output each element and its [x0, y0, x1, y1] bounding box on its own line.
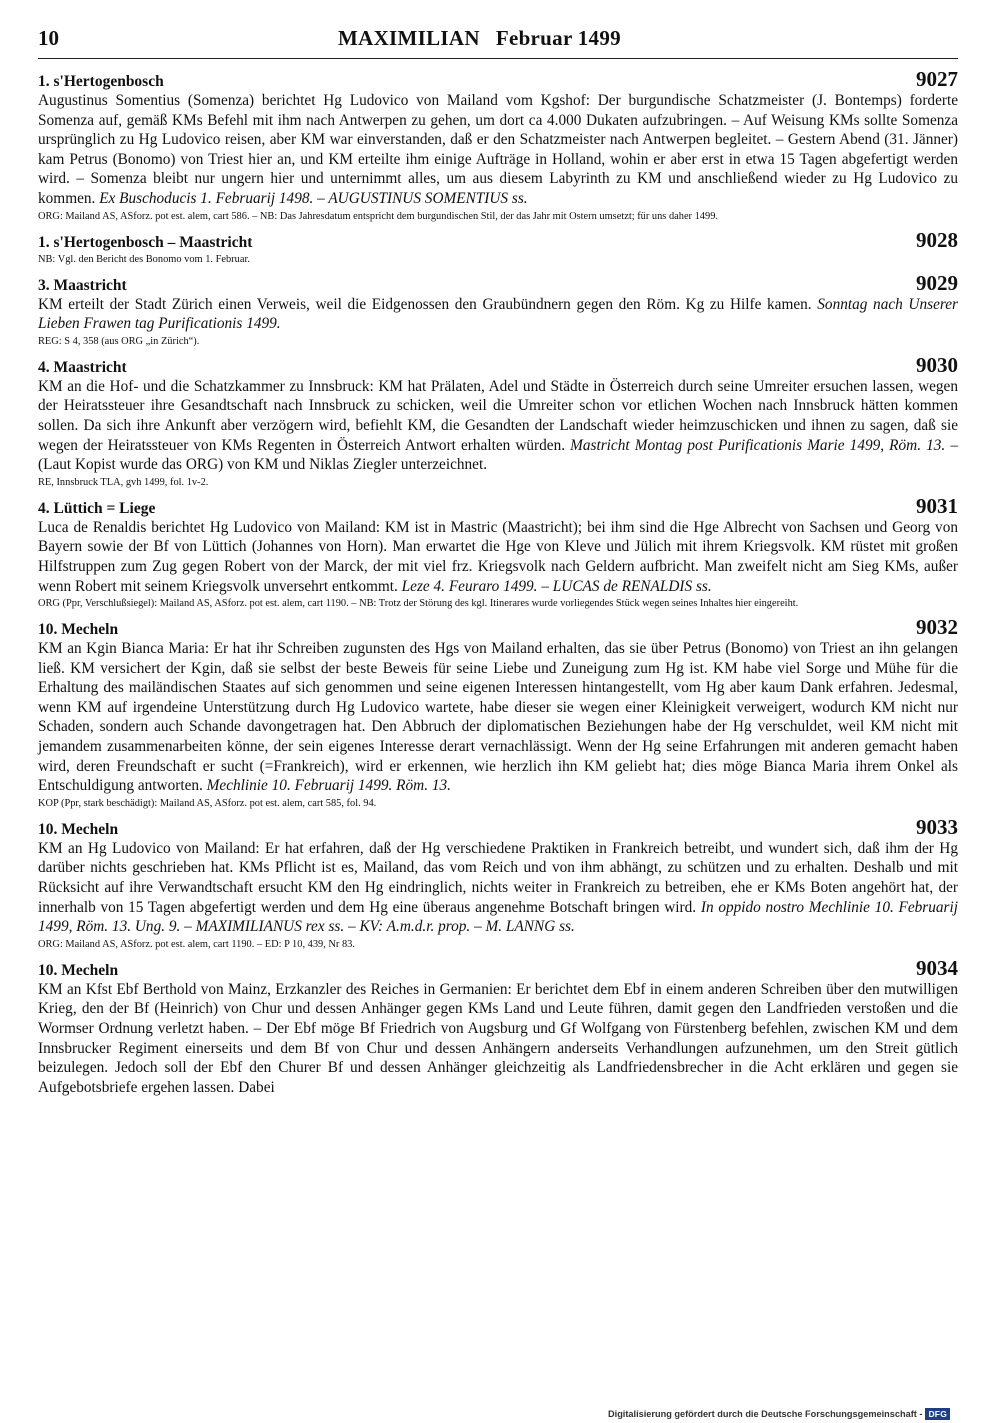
entry-summary-text: Augustinus Somentius (Somenza) berichtet Hg Ludovico von Mailand vom Kgshof: Der burgundische Schatzmeister (J. Bontemps) forderte Somenza auf, gemäß KMs Befehl mit ihm nach Antwerpen zu gehen, um dort ca 4.000 Dukaten aufzubringen. – Auf Weisung KMs sollte Somenza ursprünglich zu Hg Ludovico reisen, aber KM war einverstanden, daß er den Schatzmeister nach Antwerpen begleitet. – Gestern Abend (31. Jänner) kam Petrus (Bonomo) von Triest hier an, und KM erteilte ihm einige Aufträge in Holland, wohin er aber erst in etwa 15 Tagen abgefertigt werden wird. – Somenza bleibt nur ungern hier und unternimmt alles, um aus diesem Labyrinth zu KM und anschließend wieder zu Hg Ludovico zu kommen.: [38, 92, 958, 207]
regest-entry: [38, 67, 958, 223]
entry-summary: [38, 91, 958, 209]
funding-text: Digitalisierung gefördert durch die Deutsche Forschungsgemeinschaft -: [608, 1409, 923, 1419]
entry-number: 9027: [916, 67, 958, 91]
funding-footer: [608, 1408, 950, 1420]
entry-summary-text: KM an Kgin Bianca Maria: Er hat ihr Schreiben zugunsten des Hgs von Mailand erhalten, das sie über Petrus (Bonomo) von Triest an ihn gelangen ließ. KM versichert der Kgin, daß sie selbst der beste Beweis für seine Liebe und Zuneigung zum Hg ist. KM habe viel Sorge und Mühe für die Erhaltung des mailändischen Staates auf sich genommen und seine eigenen Interessen hintangestellt, vom Hg aber kaum Dank erfahren. Jedesmal, wenn KM auf irgendeine Unterstützung durch Hg Ludovico wartete, habe dieser sie wegen einer Kleinigkeit verweigert, wodurch KM nicht nur Schaden, sondern auch Schande davongetragen hat. Den Abbruch der diplomatischen Beziehungen habe der Hg verschuldet, weil KM nicht mit jemandem zusammenarbeiten könne, der sein eigenes Interesse derart vernachlässigt. Wenn der Hg seine Erfahrungen mit anderen gemacht haben wird, deren Freundschaft er sucht (=Frankreich), wird er erkennen, wie herzlich ihn KM geliebt hat; dies möge Bianca Maria ihrem Onkel als Entschuldigung antworten.: [38, 640, 958, 795]
entry-heading: [38, 271, 958, 295]
entry-summary-text: KM an Kfst Ebf Berthold von Mainz, Erzkanzler des Reiches in Germanien: Er berichtet dem Ebf in einem anderen Schreiben über den mutwilligen Krieg, den der Bf (Heinrich) von Chur und dessen Anhänger gegen KMs Land und Leute führen, damit gegen den Landfrieden verstoßen und die Wormser Ordnung verletzt haben. – Der Ebf möge Bf Friedrich von Augsburg und Gf Wolfgang von Fürstenberg befehlen, zwischen KM und dem Innsbrucker Regiment einerseits und dem Bf von Chur und dessen Anhängern anderseits Verhandlungen aufzunehmen, um den Streit gütlich beizulegen. Jedoch soll der Ebf den Churer Bf und dessen Anhänger gleichzeitig als Landfriedensbrecher in die Acht erklären und gegen sie Aufgebotsbriefe ergehen lassen. Dabei: [38, 980, 958, 1096]
dfg-logo: DFG: [925, 1408, 950, 1420]
page-number: 10: [38, 26, 59, 50]
entry-dating-clause: Mechlinie 10. Februarij 1499. Röm. 13.: [206, 777, 451, 795]
entry-number: 9032: [916, 615, 958, 640]
entry-summary-tail: – (Laut Kopist wurde das ORG) von KM und Niklas Ziegler unterzeichnet.: [38, 436, 958, 474]
entry-source-note: ORG: Mailand AS, ASforz. pot est. alem, cart 586. – NB: Das Jahresdatum entspricht dem burgundischen Stil, der das Jahr mit Ostern umsetzt; für uns daher 1499.: [38, 210, 718, 222]
entry-date-place: 3. Maastricht: [38, 276, 127, 294]
entry-summary-text: KM an Hg Ludovico von Mailand: Er hat erfahren, daß der Hg verschiedene Praktiken in Frankreich betreibt, und wundert sich, daß ihm der Hg darüber nichts geschrieben hat. KMs Pflicht ist es, Mailand, das vom Reich und von ihm abhängt, zu schützen und zu erhalten. Deshalb und mit Rücksicht auf ihre Verwandtschaft ersucht KM den Hg eindringlich, nichts weiter in Frankreich zu betreiben, ehe er KMs Boten angehört hat, der innerhalb von 15 Tagen abgefertigt werden und dem Hg eine überaus angenehme Botschaft bringen wird.: [38, 839, 958, 916]
regest-entry: [38, 815, 958, 951]
regest-entry: [38, 271, 958, 348]
entry-source-note: REG: S 4, 358 (aus ORG „in Zürich“).: [38, 335, 200, 347]
entry-number: 9034: [916, 955, 958, 980]
entry-number: 9029: [916, 270, 958, 295]
document-page: [38, 26, 958, 1102]
entry-summary-text: KM erteilt der Stadt Zürich einen Verweis, weil die Eidgenossen den Graubündnern gegen den Röm. Kg zu Hilfe kamen.: [38, 295, 812, 313]
entry-date-place: 4. Maastricht: [38, 358, 127, 376]
entry-summary: [38, 377, 958, 475]
running-head: [38, 26, 958, 59]
running-title: [338, 26, 621, 51]
entry-heading: [38, 353, 958, 377]
entry-number: 9030: [916, 352, 958, 377]
entry-summary-text: KM an die Hof- und die Schatzkammer zu Innsbruck: KM hat Prälaten, Adel und Städte in Österreich durch seine Umreiter ersuchen lassen, wegen der Heiratssteuer ihre Gesandtschaft nach Innsbruck zu schicken, weil die Umreiter schon vor etlichen Wochen nach Innsbruck hätten kommen sollen. Da sich ihre Ankunft aber verzögern wird, befiehlt KM, die Gesandten der Landschaft wieder heimzuschicken und ihnen zu sagen, daß sie wegen der Heiratssteuer von KMs Regenten in Österreich Antwort erhalten würden.: [38, 377, 958, 454]
entry-date-place: 10. Mecheln: [38, 820, 119, 838]
entry-list: [38, 67, 958, 1097]
entry-summary: [38, 518, 958, 596]
entry-dating-clause: Sonntag nach Unserer Lieben Frawen tag Purificationis 1499.: [38, 295, 958, 333]
entry-dating-clause: In oppido nostro Mechlinie 10. Februarij 1499, Röm. 13. Ung. 9. – MAXIMILIANUS rex ss. – KV: A.m.d.r. prop. – M. LANNG ss.: [38, 898, 959, 936]
entry-heading: [38, 815, 958, 839]
entry-source-note: NB: Vgl. den Bericht des Bonomo vom 1. Februar.: [38, 253, 250, 265]
entry-heading: [38, 956, 958, 980]
entry-heading: [38, 228, 958, 252]
regest-entry: [38, 956, 958, 1098]
regest-entry: [38, 494, 958, 610]
entry-dating-clause: Mastricht Montag post Purificationis Marie 1499, Röm. 13.: [570, 436, 946, 454]
entry-heading: [38, 494, 958, 518]
entry-source-note: ORG: Mailand AS, ASforz. pot est. alem, cart 1190. – ED: P 10, 439, Nr 83.: [38, 938, 355, 950]
entry-source-note: RE, Innsbruck TLA, gvh 1499, fol. 1v-2.: [38, 476, 209, 488]
entry-date-place: 4. Lüttich = Liege: [38, 499, 156, 517]
entry-number: 9033: [916, 814, 958, 839]
entry-summary: [38, 295, 958, 334]
entry-summary-text: Luca de Renaldis berichtet Hg Ludovico von Mailand: KM ist in Mastric (Maastricht); bei ihm sind die Hge Albrecht von Sachsen und Georg von Bayern sowie der Bf von Lüttich (Johannes von Horn). Man erwartet die Hge von Kleve und Jülich mit ihrem Kriegsvolk. KM rüstet mit großen Hilfstruppen zum Zug gegen Robert von der Marck, der mit viel frz. Kriegsvolk nach Geldern aufbricht. Man zweifelt nicht am Sieg KMs, außer wenn Robert mit seinem Kriegsvolk unversehrt entkommt.: [38, 518, 958, 595]
entry-date-place: 1. s'Hertogenbosch: [38, 73, 164, 90]
entry-date-place: 10. Mecheln: [38, 621, 119, 639]
regest-entry: [38, 228, 958, 266]
entry-number: 9031: [916, 493, 958, 518]
entry-summary: [38, 639, 958, 796]
entry-summary: [38, 839, 958, 937]
entry-date-place: 1. s'Hertogenbosch – Maastricht: [38, 233, 253, 251]
entry-dating-clause: Ex Buschoducis 1. Februarij 1498. – AUGUSTINUS SOMENTIUS ss.: [99, 189, 528, 207]
running-title-name: MAXIMILIAN: [338, 26, 480, 50]
running-title-date: Februar 1499: [495, 26, 621, 50]
entry-source-note: ORG (Ppr, Verschlußsiegel): Mailand AS, ASforz. pot est. alem, cart 1190. – NB: Trotz der Störung des kgl. Itinerares wurde vorliegendes Stück wegen seines Inhaltes hier eingereiht.: [38, 598, 799, 610]
entry-date-place: 10. Mecheln: [38, 961, 119, 979]
entry-heading: [38, 615, 958, 639]
entry-dating-clause: Leze 4. Feuraro 1499. – LUCAS de RENALDIS ss.: [401, 577, 712, 595]
regest-entry: [38, 353, 958, 489]
entry-number: 9028: [916, 227, 958, 252]
entry-heading: [38, 67, 958, 91]
entry-summary: [38, 980, 958, 1098]
regest-entry: [38, 615, 958, 810]
entry-source-note: KOP (Ppr, stark beschädigt): Mailand AS, ASforz. pot est. alem, cart 585, fol. 94.: [38, 797, 377, 809]
